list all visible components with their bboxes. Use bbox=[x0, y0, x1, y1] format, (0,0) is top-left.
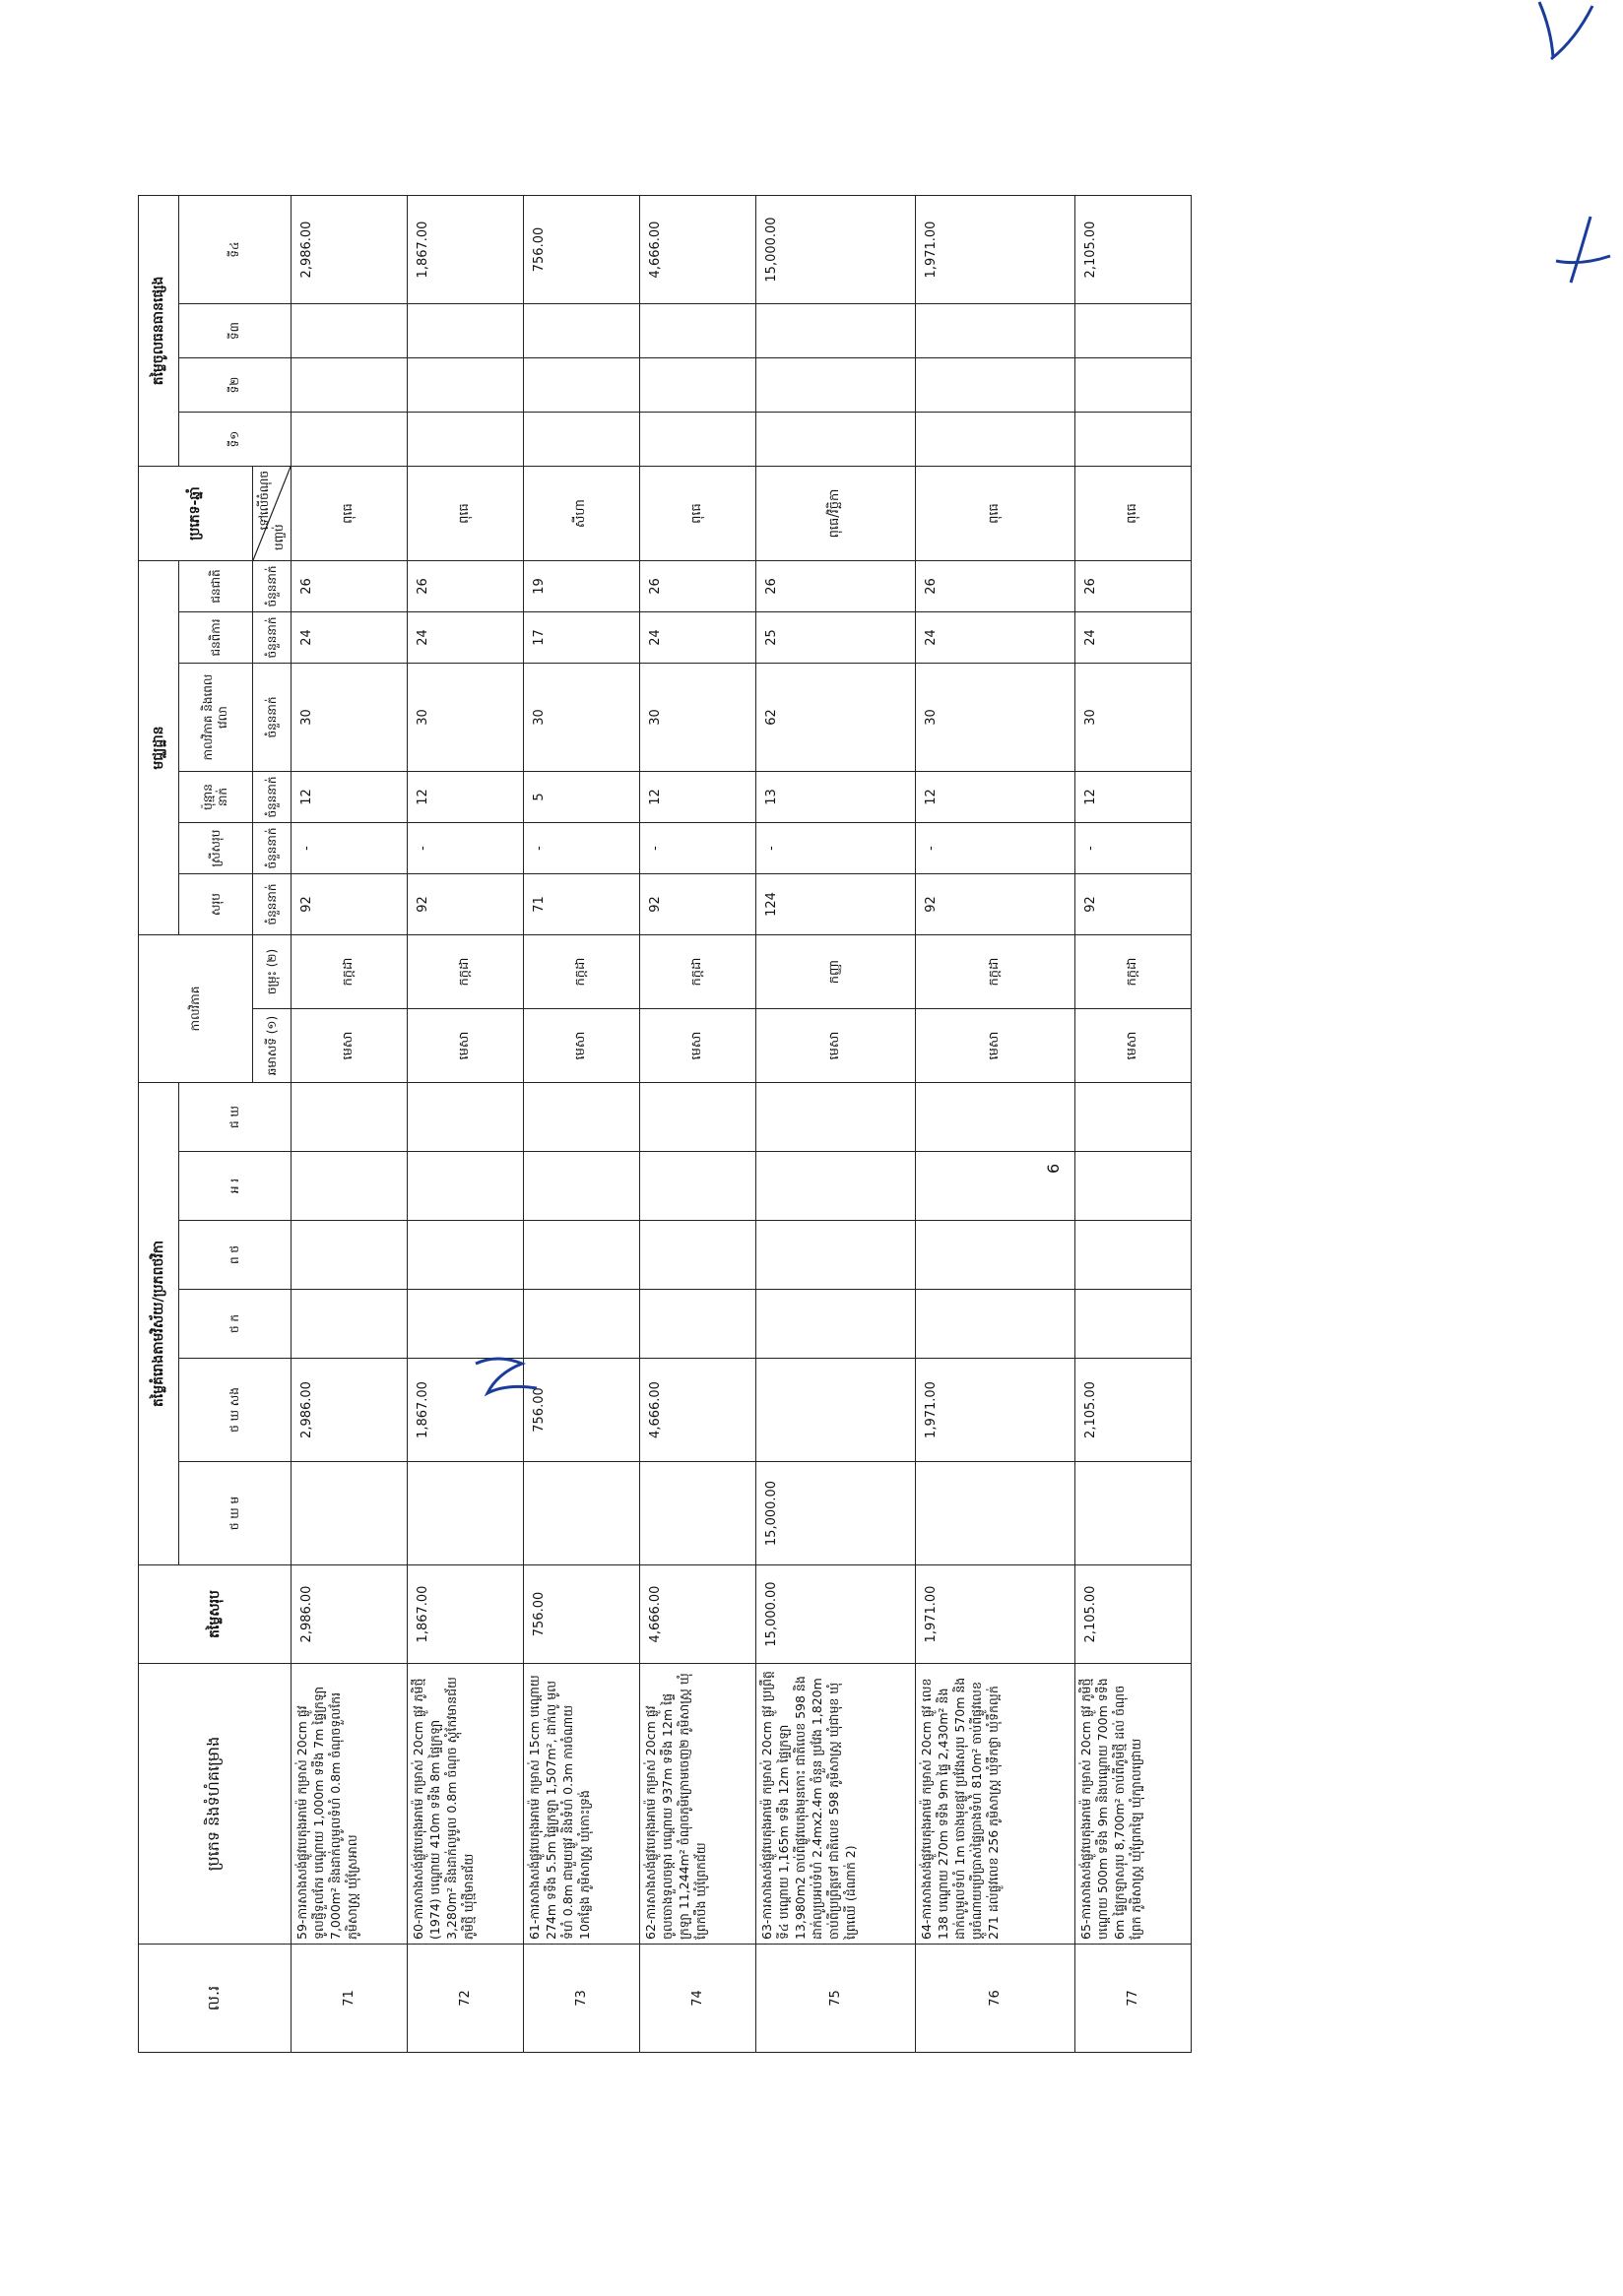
row-cost-q4: 15,000.00 bbox=[756, 196, 916, 304]
row-cost-q2 bbox=[1075, 358, 1192, 413]
row-dev-female: - bbox=[524, 823, 640, 874]
row-dev-disabled: 24 bbox=[292, 612, 408, 664]
row-program-end: កក្កដា bbox=[916, 935, 1075, 1009]
row-cost-q3 bbox=[292, 304, 408, 358]
row-dev-count: 12 bbox=[916, 772, 1075, 823]
program-group-header: កាលវិភាគ bbox=[139, 935, 253, 1083]
table-row bbox=[408, 196, 524, 2053]
dev-col-time: កាលវិភាគ និងពេលវេលា bbox=[179, 664, 253, 772]
row-budget-col-1: 15,000.00 bbox=[756, 1462, 916, 1565]
year-diag-bottom: បញ្ចប់ bbox=[272, 524, 286, 550]
row-cost-q3 bbox=[640, 304, 756, 358]
row-program-end: កក្កដា bbox=[640, 935, 756, 1009]
row-dev-disabled: 24 bbox=[916, 612, 1075, 664]
row-cost-q1 bbox=[292, 413, 408, 467]
row-program-end: កញ្ញា bbox=[756, 935, 916, 1009]
row-year: ពុធេ bbox=[1075, 467, 1192, 561]
row-number: 74 bbox=[640, 1945, 756, 2053]
cost-col-q1: ទី១ bbox=[179, 413, 292, 467]
table-row bbox=[916, 196, 1075, 2053]
row-dev-female: - bbox=[756, 823, 916, 874]
row-dev-female: - bbox=[1075, 823, 1192, 874]
row-dev-ethnic: 26 bbox=[1075, 561, 1192, 612]
row-cost-q2 bbox=[524, 358, 640, 413]
row-dev-total: 71 bbox=[524, 874, 640, 935]
row-program-start: មេសា bbox=[1075, 1009, 1192, 1083]
handwritten-check-mark bbox=[1531, 0, 1610, 69]
row-program-end: កក្កដា bbox=[408, 935, 524, 1009]
table-row bbox=[292, 196, 408, 2053]
row-dev-total: 92 bbox=[408, 874, 524, 935]
row-total-amount: 756.00 bbox=[524, 1565, 640, 1664]
row-budget-col-1 bbox=[524, 1462, 640, 1565]
row-cost-q2 bbox=[408, 358, 524, 413]
row-year: ពុធេ/វិច្ឆិកា bbox=[756, 467, 916, 561]
year-group-header: ប្រភេទ-ឆ្នាំ bbox=[139, 467, 253, 561]
row-budget-col-5 bbox=[408, 1152, 524, 1221]
row-budget-col-3 bbox=[640, 1290, 756, 1359]
row-cost-q1 bbox=[756, 413, 916, 467]
row-dev-total: 92 bbox=[640, 874, 756, 935]
cost-group-header: តម្លៃចូលធនធានផ្សេង bbox=[139, 196, 179, 467]
row-dev-disabled: 24 bbox=[640, 612, 756, 664]
row-description: 64-ការសាងសង់ផ្លូវបេតុងអាម៉េ កម្រាស់ 20cm ផ្លូវ លេខ 138 បណ្តោយ 270m ទទឹង 9m ផ្ទៃ 2,430m² និង ដាក់លូមូលទំហំ 1m ចោងមុខផ្លូវ ប្រវែងសរុប 570m និង ប្តូរចំណាយប្រើប្រាស់ផ្ទៃប្រាងទំហំ 810m² ចាប់ពីផ្លូវលេខ 271 ដល់ផ្លូវលេខ 256 ភូមិសាស្ត្រ ឃុំទឹកថ្លា ឃុំទឹកល្អក់ bbox=[916, 1664, 1075, 1945]
row-budget-col-4 bbox=[292, 1221, 408, 1290]
row-cost-q3 bbox=[524, 304, 640, 358]
row-budget-col-5 bbox=[640, 1152, 756, 1221]
row-program-start: មេសា bbox=[524, 1009, 640, 1083]
row-total-amount: 2,105.00 bbox=[1075, 1565, 1192, 1664]
cost-col-q2: ទី២ bbox=[179, 358, 292, 413]
row-number: 77 bbox=[1075, 1945, 1192, 2053]
row-program-end: កក្កដា bbox=[292, 935, 408, 1009]
row-budget-col-4 bbox=[916, 1221, 1075, 1290]
row-budget-col-2 bbox=[756, 1359, 916, 1462]
row-cost-q2 bbox=[916, 358, 1075, 413]
row-dev-total: 92 bbox=[916, 874, 1075, 935]
table-body bbox=[292, 196, 1192, 2053]
row-budget-col-4 bbox=[408, 1221, 524, 1290]
cost-col-q3: ទី៣ bbox=[179, 304, 292, 358]
row-cost-q1 bbox=[640, 413, 756, 467]
row-dev-time: 62 bbox=[756, 664, 916, 772]
page-number: 6 bbox=[1044, 1163, 1063, 1174]
row-year: ពុធេ bbox=[916, 467, 1075, 561]
row-dev-disabled: 25 bbox=[756, 612, 916, 664]
row-dev-female: - bbox=[916, 823, 1075, 874]
row-budget-col-3 bbox=[292, 1290, 408, 1359]
row-budget-col-1 bbox=[1075, 1462, 1192, 1565]
row-program-start: មេសា bbox=[640, 1009, 756, 1083]
row-cost-q2 bbox=[292, 358, 408, 413]
row-budget-col-6 bbox=[292, 1083, 408, 1152]
dev-group-header: មជ្ឈដ្ឋាន bbox=[139, 561, 179, 935]
row-cost-q3 bbox=[408, 304, 524, 358]
dev-col-total: សរុប bbox=[179, 874, 253, 935]
row-dev-disabled: 17 bbox=[524, 612, 640, 664]
row-dev-total: 92 bbox=[1075, 874, 1192, 935]
dev-unit: ចំនួននាក់ bbox=[253, 561, 292, 612]
row-year: សីហា bbox=[524, 467, 640, 561]
row-number: 76 bbox=[916, 1945, 1075, 2053]
row-dev-time: 30 bbox=[1075, 664, 1192, 772]
year-diag-cell bbox=[253, 467, 292, 561]
row-budget-col-6 bbox=[524, 1083, 640, 1152]
row-total-amount: 1,971.00 bbox=[916, 1565, 1075, 1664]
row-program-end: កក្កដា bbox=[524, 935, 640, 1009]
handwritten-initial-mark bbox=[1551, 212, 1620, 290]
row-budget-col-4 bbox=[756, 1221, 916, 1290]
row-budget-col-6 bbox=[916, 1083, 1075, 1152]
dev-unit: ចំនួននាក់ bbox=[253, 823, 292, 874]
row-dev-time: 30 bbox=[292, 664, 408, 772]
row-program-end: កក្កដា bbox=[1075, 935, 1192, 1009]
row-dev-time: 30 bbox=[640, 664, 756, 772]
row-cost-q1 bbox=[408, 413, 524, 467]
row-number: 75 bbox=[756, 1945, 916, 2053]
year-diag-top: ទៅលើចំណុច bbox=[257, 471, 271, 531]
row-cost-q4: 2,105.00 bbox=[1075, 196, 1192, 304]
program-col-1: ឆមាសទី (១) bbox=[253, 1009, 292, 1083]
row-dev-count: 5 bbox=[524, 772, 640, 823]
dev-unit: ចំនួននាក់ bbox=[253, 612, 292, 664]
row-year: ពុធេ bbox=[292, 467, 408, 561]
row-budget-col-4 bbox=[640, 1221, 756, 1290]
row-program-start: មេសា bbox=[916, 1009, 1075, 1083]
cost-col-q4: ទី៤ bbox=[179, 196, 292, 304]
row-total-amount: 15,000.00 bbox=[756, 1565, 916, 1664]
budget-col-1: ថ ឃ ម bbox=[179, 1462, 292, 1565]
row-budget-col-5 bbox=[292, 1152, 408, 1221]
row-budget-col-3 bbox=[916, 1290, 1075, 1359]
col-total-header: តម្លៃសរុប bbox=[139, 1565, 292, 1664]
row-budget-col-6 bbox=[1075, 1083, 1192, 1152]
row-dev-female: - bbox=[292, 823, 408, 874]
table-row bbox=[524, 196, 640, 2053]
row-total-amount: 2,986.00 bbox=[292, 1565, 408, 1664]
row-dev-ethnic: 19 bbox=[524, 561, 640, 612]
row-dev-ethnic: 26 bbox=[756, 561, 916, 612]
header-row-1 bbox=[139, 196, 179, 2053]
row-dev-female: - bbox=[640, 823, 756, 874]
row-budget-col-1 bbox=[640, 1462, 756, 1565]
col-desc-header: ប្រភេទ និងទំហំគម្រោង bbox=[139, 1664, 292, 1945]
handwritten-signature-mark bbox=[468, 1334, 547, 1413]
row-budget-col-5 bbox=[524, 1152, 640, 1221]
row-cost-q3 bbox=[916, 304, 1075, 358]
row-budget-col-4 bbox=[524, 1221, 640, 1290]
budget-col-4: ព ថ bbox=[179, 1221, 292, 1290]
row-dev-total: 92 bbox=[292, 874, 408, 935]
dev-col-ethnic: ជនជាតិ bbox=[179, 561, 253, 612]
row-dev-disabled: 24 bbox=[408, 612, 524, 664]
row-number: 71 bbox=[292, 1945, 408, 2053]
row-cost-q2 bbox=[640, 358, 756, 413]
row-budget-col-3 bbox=[1075, 1290, 1192, 1359]
row-description: 60-ការសាងសង់ផ្លូវបេតុងអាម៉េ កម្រាស់ 20cm ផ្លូវ ភូមិថ្មី (1974) បណ្តោយ 410m ទទឹង 8m ផ្ទៃក្រឡា 3,280m² និងដាក់លូមូល 0.8m ចំណុច ស្តុំកែវមានជ័យ ភូមិថ្មី ឃុំថ្មីមានជ័យ bbox=[408, 1664, 524, 1945]
row-dev-count: 12 bbox=[640, 772, 756, 823]
row-dev-count: 12 bbox=[1075, 772, 1192, 823]
row-program-start: មេសា bbox=[292, 1009, 408, 1083]
dev-col-disabled: ជនពិការ bbox=[179, 612, 253, 664]
row-total-amount: 1,867.00 bbox=[408, 1565, 524, 1664]
row-cost-q4: 1,867.00 bbox=[408, 196, 524, 304]
row-number: 72 bbox=[408, 1945, 524, 2053]
row-budget-col-6 bbox=[640, 1083, 756, 1152]
row-cost-q2 bbox=[756, 358, 916, 413]
row-cost-q3 bbox=[756, 304, 916, 358]
budget-col-5: អ រ bbox=[179, 1152, 292, 1221]
row-budget-col-6 bbox=[756, 1083, 916, 1152]
row-cost-q4: 756.00 bbox=[524, 196, 640, 304]
row-program-start: មេសា bbox=[756, 1009, 916, 1083]
budget-col-6: ជ ឃ bbox=[179, 1083, 292, 1152]
row-dev-time: 30 bbox=[524, 664, 640, 772]
row-dev-ethnic: 26 bbox=[916, 561, 1075, 612]
row-cost-q4: 2,986.00 bbox=[292, 196, 408, 304]
row-description: 59-ការសាងសង់ផ្លូវបេតុងអាម៉េ កម្រាស់ 20cm ផ្លូវ ទូលផ្ញីទួលកែរ បណ្តោយ 1,000m ទទឹង 7m ផ្ទៃក្រឡា 7,000m² និងដាក់លូមូលទំហំ 0.8m ចំណុចទួលកែរ ភូមិសាស្ត្រ ឃុំស្រែអាល bbox=[292, 1664, 408, 1945]
budget-table bbox=[138, 195, 1192, 2053]
budget-group-header: តម្លៃគំរោងតាមវិស័យ/ប្រភពថវិកា bbox=[139, 1083, 179, 1565]
row-cost-q4: 4,666.00 bbox=[640, 196, 756, 304]
table-row bbox=[640, 196, 756, 2053]
budget-col-2: ថ ឃ សង bbox=[179, 1359, 292, 1462]
row-cost-q1 bbox=[1075, 413, 1192, 467]
table-row bbox=[756, 196, 916, 2053]
row-description: 61-ការសាងសង់ផ្លូវបេតុងអាម៉េ កម្រាស់ 15cm បណ្តោយ 274m ទទឹង 5.5m ផ្ទៃក្រឡា 1,507m², ដាក់លូ មូលទំហំ 0.8m ជាមួយផ្លូវ និងទំហំ 0.3m ការចំណាយ 10កន្លែង ភូមិសាស្ត្រ ឃុំកោះទ្រង់ bbox=[524, 1664, 640, 1945]
row-program-start: មេសា bbox=[408, 1009, 524, 1083]
row-dev-ethnic: 26 bbox=[408, 561, 524, 612]
row-description: 63-ការសាងសង់ផ្លូវបេតុងអាម៉េ កម្រាស់ 20cm ផ្លូវ ប្រព្រឹត្តទី៤ បណ្តោយ 1,165m ទទឹង 12m ផ្ទៃក្រឡា 13,980m2 ចាប់ពីផ្លូវបេតុងមុនកោះ ជាតិលេខ 598 និងដាក់លូប្រអប់ទំហំ 2.4mx2.4m ចំនួន ប្រវែង 1,820m ចាប់ពីប្រព្រឹត្តទៅ ជាតិលេខ 598 ភូមិសាស្ត្រ ឃុំជាមុខ ឃុំព្រៃឈើ (ដំណាក់ 2) bbox=[756, 1664, 916, 1945]
row-budget-col-1 bbox=[408, 1462, 524, 1565]
row-dev-time: 30 bbox=[916, 664, 1075, 772]
row-budget-col-5 bbox=[1075, 1152, 1192, 1221]
row-budget-col-2: 4,666.00 bbox=[640, 1359, 756, 1462]
row-cost-q4: 1,971.00 bbox=[916, 196, 1075, 304]
row-budget-col-1 bbox=[916, 1462, 1075, 1565]
row-dev-count: 13 bbox=[756, 772, 916, 823]
dev-unit: ចំនួននាក់ bbox=[253, 874, 292, 935]
row-dev-ethnic: 26 bbox=[292, 561, 408, 612]
row-cost-q1 bbox=[916, 413, 1075, 467]
row-budget-col-3 bbox=[756, 1290, 916, 1359]
row-dev-time: 30 bbox=[408, 664, 524, 772]
row-description: 65-ការសាងសង់ផ្លូវបេតុងអាម៉េ កម្រាស់ 20cm ផ្លូវ ភូមិថ្មី បណ្តោយ 500m ទទឹង 9m និងបណ្តោយ 700m ទទឹង 6m ផ្ទៃក្រឡាសរុប 8,700m² ចាប់ពីភូមិថ្មី ដល់ ចំណុចព្រែក ភូមិសាស្ត្រ ឃុំព្រែកឡៃ ឃុំក្បាលជ្រោយ bbox=[1075, 1664, 1192, 1945]
dev-unit: ចំនួននាក់ bbox=[253, 664, 292, 772]
row-budget-col-2: 1,867.00 bbox=[408, 1359, 524, 1462]
row-year: ពុធេ bbox=[408, 467, 524, 561]
row-cost-q3 bbox=[1075, 304, 1192, 358]
program-col-2: ចម្រុះ (២) bbox=[253, 935, 292, 1009]
col-no-header: ល.រ bbox=[139, 1945, 292, 2053]
row-total-amount: 4,666.00 bbox=[640, 1565, 756, 1664]
row-budget-col-2: 1,971.00 bbox=[916, 1359, 1075, 1462]
row-year: ពុធេ bbox=[640, 467, 756, 561]
table-row bbox=[1075, 196, 1192, 2053]
row-dev-disabled: 24 bbox=[1075, 612, 1192, 664]
row-budget-col-4 bbox=[1075, 1221, 1192, 1290]
row-dev-count: 12 bbox=[408, 772, 524, 823]
budget-col-3: ថ ក bbox=[179, 1290, 292, 1359]
dev-col-female: ស្រីសរុប bbox=[179, 823, 253, 874]
dev-unit: ចំនួននាក់ bbox=[253, 772, 292, 823]
row-dev-total: 124 bbox=[756, 874, 916, 935]
row-budget-col-5 bbox=[916, 1152, 1075, 1221]
row-budget-col-5 bbox=[756, 1152, 916, 1221]
row-budget-col-6 bbox=[408, 1083, 524, 1152]
dev-col-count: ប៉ុន្មាននាក់ bbox=[179, 772, 253, 823]
row-budget-col-2: 2,986.00 bbox=[292, 1359, 408, 1462]
row-dev-female: - bbox=[408, 823, 524, 874]
row-cost-q1 bbox=[524, 413, 640, 467]
row-budget-col-2: 756.00 bbox=[524, 1359, 640, 1462]
row-description: 62-ការសាងសង់ផ្លូវបេតុងអាម៉េ កម្រាស់ 20cm ផ្លូវ ចូលចោងទួលចម្ការ បណ្តោយ 937m ទទឹង 12m ផ្ទៃ ក្រឡា 11,244m² ចំណុចភូមិក្រោមចេញ២ ភូមិសាស្ត្រ ឃុំព្រែកបឹង ឃុំព្រែកជ័យ bbox=[640, 1664, 756, 1945]
row-dev-ethnic: 26 bbox=[640, 561, 756, 612]
row-dev-count: 12 bbox=[292, 772, 408, 823]
row-number: 73 bbox=[524, 1945, 640, 2053]
row-budget-col-1 bbox=[292, 1462, 408, 1565]
row-budget-col-2: 2,105.00 bbox=[1075, 1359, 1192, 1462]
